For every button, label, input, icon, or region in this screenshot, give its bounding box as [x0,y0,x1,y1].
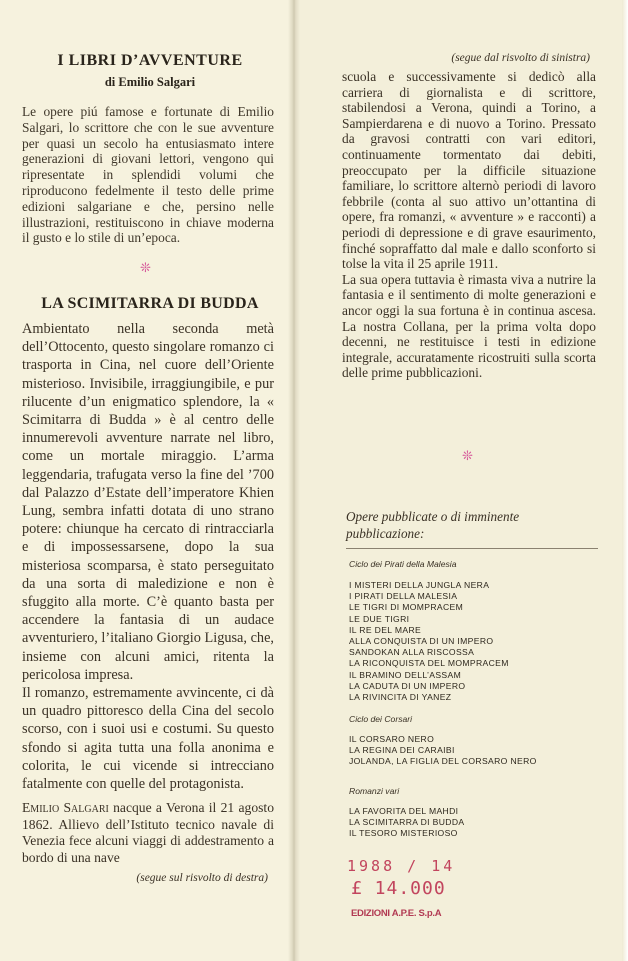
series-intro: Le opere piú famose e fortunate di Emilio Salgari, lo scrittore che con le sue avventure per quasi un secolo ha entusiasmato intere generazioni di giovani lettori, vengono qui ripresentate in splendidi volumi che riproducono fedelmente il testo delle prime edizioni salgariane e che, persino nelle illustrazioni, restituiscono in chiave moderna il gusto e lo stile di un’epoca. [22,104,274,246]
book-title: LA SCIMITARRA DI BUDDA [41,295,259,312]
list-item: LA RIVINCITA DI YANEZ [349,692,452,703]
list-item: LA SCIMITARRA DI BUDDA [349,817,465,828]
list-item: ALLA CONQUISTA DI UN IMPERO [349,636,494,647]
author-name: Emilio Salgari [22,800,109,815]
ornament-left: ❊ [140,261,151,276]
works-divider [346,548,598,549]
list-item: LA FAVORITA DEL MAHDI [349,806,459,816]
list-item: LA RICONQUISTA DEL MOMPRACEM [349,658,509,669]
cycle-label-corsari: Ciclo dei Corsari [349,714,413,724]
list-item: LA REGINA DEI CARAIBI [349,745,455,756]
list-item: I PIRATI DELLA MALESIA [349,591,458,602]
list-item: LA CADUTA DI UN IMPERO [349,680,466,691]
ornament-right: ❊ [462,449,473,464]
stamp-code: 1988 / 14 [347,857,456,875]
series-author: di Emilio Salgari [104,75,196,89]
list-item: IL TESORO MISTERIOSO [349,828,458,839]
author-bio-continued [342,69,596,381]
author-bio-text: nacque a Verona il 21 agosto 1862. Allievo dell’Istituto tecnico navale di Venezia fece alcuni viaggi di addestramento a bordo di una nave [22,800,275,865]
list-item: IL BRAMINO DELL’ASSAM [349,669,462,680]
synopsis-paragraph-2: Il romanzo, estremamente avvincente, ci dà un quadro pittoresco della Cina del secolo scorso, con i suoi usi e costumi. Su questo sfondo si agita tutta una folla anonima e colorita, le cui vicende si intrecciano fatalmente con quelle del protagonista. [22,685,274,793]
stamp-publisher: EDIZIONI A.P.E. S.p.A [351,908,442,919]
synopsis [22,320,274,793]
cycle-list-romanzi [349,806,464,840]
continue-note-left: (segue sul risvolto di destra) [136,872,268,884]
author-bio [22,800,274,866]
bio-continued-paragraph-1: scuola e successivamente si dedicò alla carriera di giornalista e di scrittore, stabilendosi a Verona, quindi a Torino, a Sampierdarena e di nuovo a Torino. Pressato da gravosi contratti con vari editori, continuamente tormentato dai debiti, preoccupato per la difficile situazione familiare, lo scrittore alternò periodi di lavoro febbrile (conta al suo attivo un’ottantina di opere, fra romanzi, « avventure » e racconti) a periodi di depressione e di grave esaurimento, finché sopraffatto dal male e dallo sconforto si tolse la vita il 25 aprile 1911. [342,69,596,272]
cycle-list-corsari [349,734,537,768]
synopsis-paragraph-1: Ambientato nella seconda metà dell’Ottocento, questo singolare romanzo ci trasporta in Cina, nel cuore dell’Oriente misterioso. Invisibile, irraggiungibile, e pur rilucente d’un enigmatico splendore, la « Scimitarra di Budda » è al centro delle innumerevoli avventure narrate nel libro, come un mortale miraggio. L’arma leggendaria, trafugata verso la fine del ’700 dal Palazzo d’Estate dell’imperatore Khien Lung, sembra infatti dotata di uno strano potere: chiunque ha cercato di rintracciarla e di impossessarsene, dopo la sua misteriosa scomparsa, è stato perseguitato da una sorta di maledizione e non è sfuggito alla morte. C’è quanto basta per accendere la fantasia di un audace avventuriero, l’italiano Giorgio Ligusa, che, insieme con alcuni amici, ritenta la pericolosa impresa. [22,321,274,683]
list-item: JOLANDA, LA FIGLIA DEL CORSARO NERO [349,756,537,767]
list-item: LE DUE TIGRI [349,613,410,624]
list-item: IL CORSARO NERO [349,734,435,744]
list-item: LE TIGRI DI MOMPRACEM [349,602,464,613]
continue-note-right: (segue dal risvolto di sinistra) [451,52,590,64]
list-item: IL RE DEL MARE [349,624,422,635]
paper-edge [622,0,628,961]
stamp-price: £ 14.000 [351,878,446,899]
bio-continued-paragraph-2: La sua opera tuttavia è rimasta viva a nutrire la fantasia e il sentimento di molte generazioni e ancor oggi la sua fortuna è in continua ascesa. La nostra Collana, per la prima volta dopo decenni, ne restituisce i testi in edizione integrale, accuratamente ricostruiti sulla scorta delle prime pubblicazioni. [342,271,596,381]
works-heading: Opere pubblicate o di imminente pubblicazione: [346,509,520,541]
cycle-label-pirati: Ciclo dei Pirati della Malesia [349,559,457,569]
series-title: I LIBRI D’AVVENTURE [57,52,243,69]
cycle-list-pirati [349,580,509,703]
fold-crease [288,0,300,961]
list-item: I MISTERI DELLA JUNGLA NERA [349,580,490,590]
cycle-label-romanzi: Romanzi vari [349,786,400,796]
list-item: SANDOKAN ALLA RISCOSSA [349,647,475,658]
